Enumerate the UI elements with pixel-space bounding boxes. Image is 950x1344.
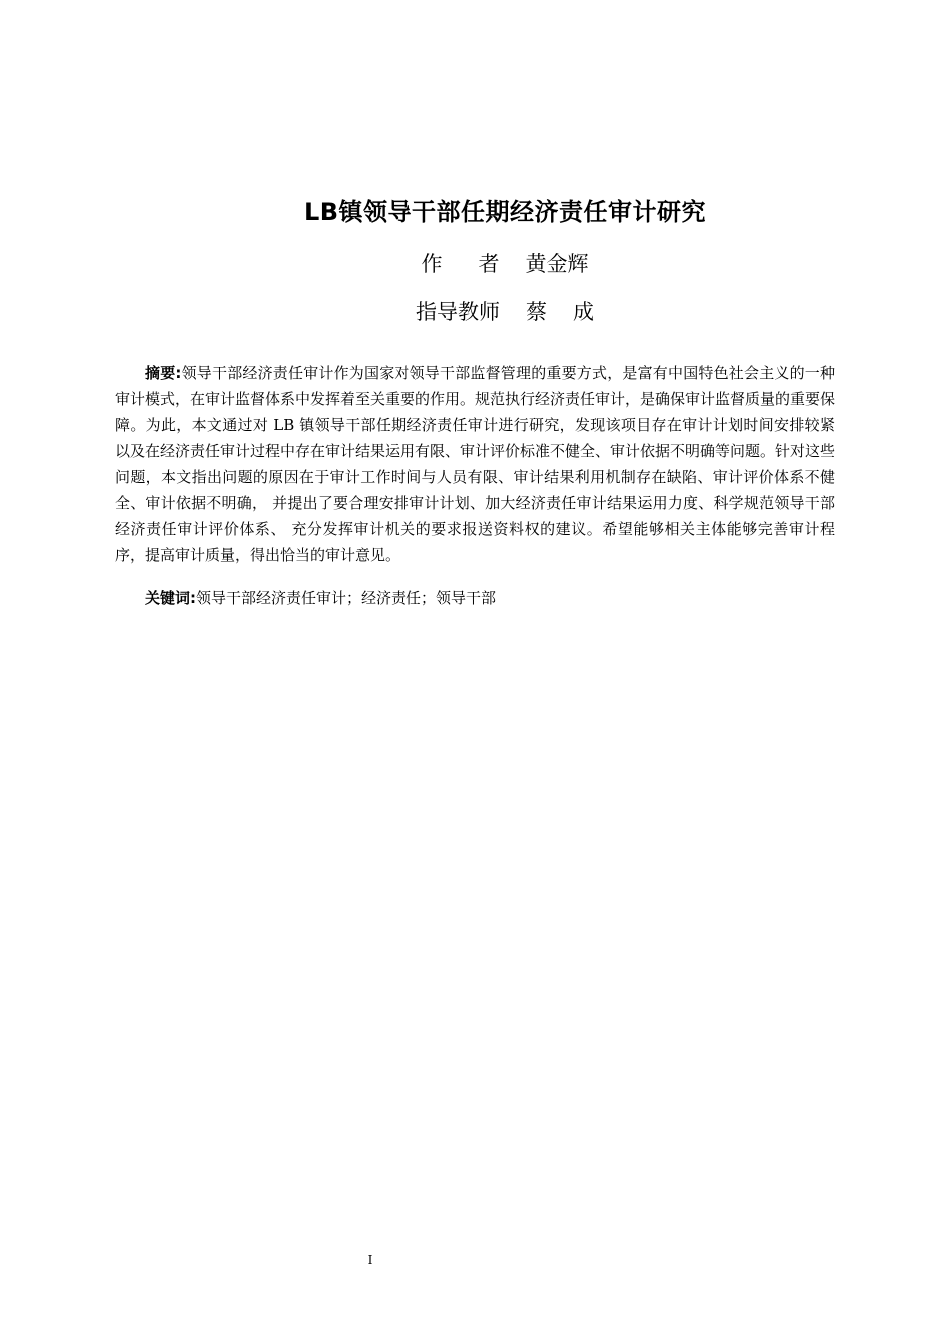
advisor-name-char-2: 成	[573, 300, 594, 324]
author-label-char-2: 者	[478, 252, 500, 276]
author-label-char-1: 作	[421, 252, 443, 276]
paper-title: LB镇领导干部任期经济责任审计研究	[303, 198, 707, 226]
author-name: 黄金辉	[525, 252, 589, 276]
abstract-label: 摘要:	[145, 364, 182, 382]
advisor-line	[115, 297, 895, 327]
author-line	[115, 249, 895, 279]
advisor-label: 指导教师	[416, 300, 500, 324]
keywords-paragraph	[115, 585, 835, 611]
keywords-text: 领导干部经济责任审计；经济责任；领导干部	[196, 589, 497, 607]
abstract-paragraph	[115, 360, 835, 568]
abstract-text: 领导干部经济责任审计作为国家对领导干部监督管理的重要方式，是富有中国特色社会主义的一种审计模式，在审计监督体系中发挥着至关重要的作用。规范执行经济责任审计，是确保审计监督质量的重要保障。为此，本文通过对 LB 镇领导干部任期经济责任审计进行研究，发现该项目存在审计计划时间安排较紧以及在经济责任审计过程中存在审计结果运用有限、审计评价标准不健全、审计依据不明确等问题。针对这些问题，本文指出问题的原因在于审计工作时间与人员有限、审计结果利用机制存在缺陷、审计评价体系不健全、审计依据不明确， 并提出了要合理安排审计计划、加大经济责任审计结果运用力度、科学规范领导干部经济责任审计评价体系、 充分发挥审计机关的要求报送资料权的建议。希望能够相关主体能够完善审计程序，提高审计质量，得出恰当的审计意见。	[115, 364, 836, 564]
keywords-label: 关键词:	[145, 589, 196, 607]
advisor-name-char-1: 蔡	[526, 300, 547, 324]
page-number: I	[367, 1253, 373, 1267]
